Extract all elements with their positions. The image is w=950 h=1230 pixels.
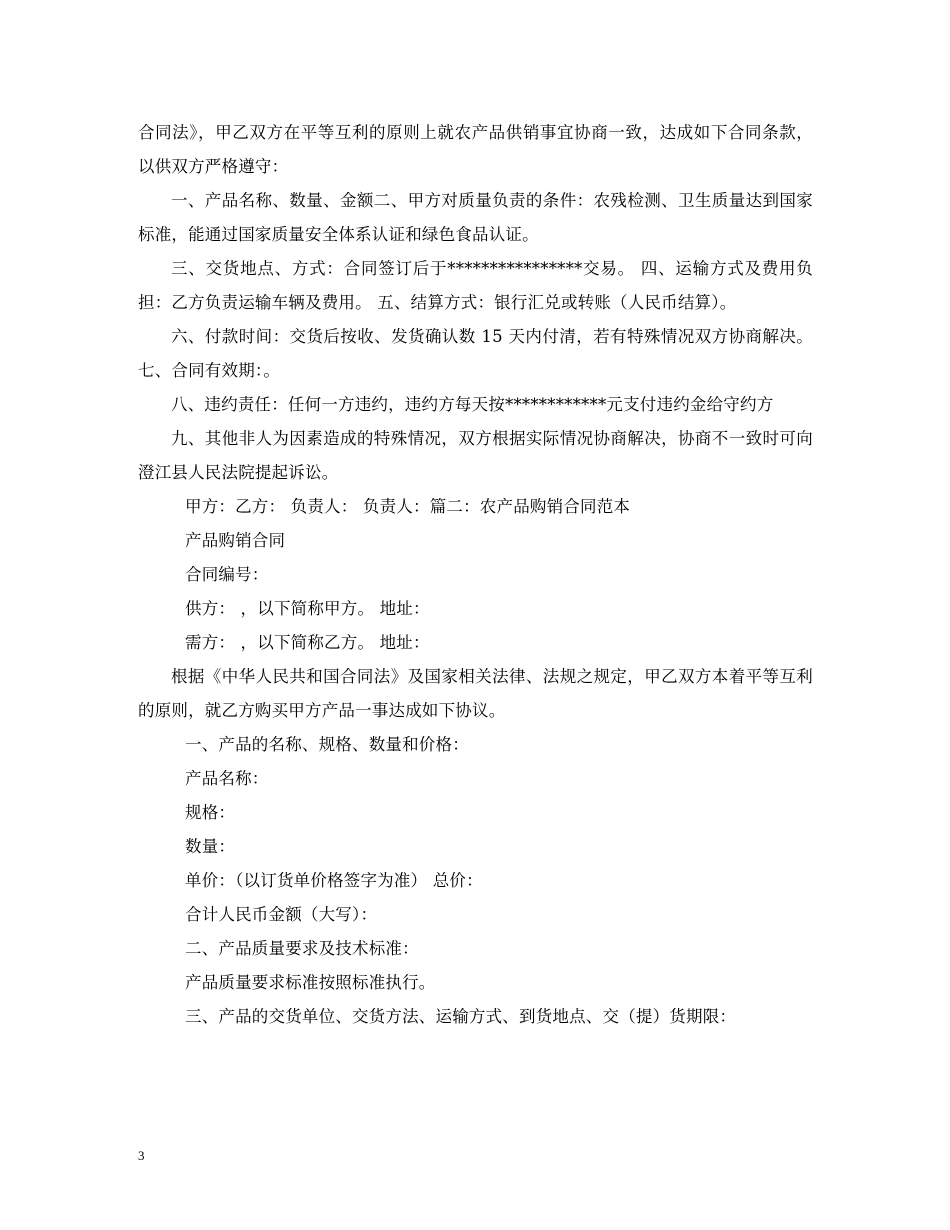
- page-number: 3: [138, 1148, 145, 1163]
- total-amount-line: 合计人民币金额（大写）：: [185, 905, 378, 924]
- supplier-line: 供方： ，以下简称甲方。 地址：: [185, 599, 430, 618]
- spec-line: 规格：: [185, 803, 236, 822]
- quantity-line: 数量：: [185, 837, 236, 856]
- section-quality-heading: 二、产品质量要求及技术标准：: [185, 939, 419, 958]
- product-name-line: 产品名称：: [185, 769, 269, 788]
- paragraph-agreement-basis: 根据《中华人民共和国合同法》及国家相关法律、法规之规定，甲乙双方本着平等互利的原则，就乙方购买甲方产品一事达成如下协议。: [138, 667, 813, 720]
- paragraph-clause-3-5: 三、交货地点、方式：合同签订后于****************交易。 四、运输方式及费用负担：乙方负责运输车辆及费用。 五、结算方式：银行汇兑或转账（人民币结算）。: [138, 259, 813, 312]
- paragraph-clause-6-7: 六、付款时间：交货后按收、发货确认数 15 天内付清，若有特殊情况双方协商解决。 七、合同有效期：。: [138, 327, 813, 380]
- paragraph-intro: 合同法》，甲乙双方在平等互利的原则上就农产品供销事宜协商一致，达成如下合同条款，以供双方严格遵守：: [138, 123, 813, 176]
- contract-number-line: 合同编号：: [185, 565, 269, 584]
- paragraph-clause-8: 八、违约责任：任何一方违约，违约方每天按************元支付违约金给守约方: [171, 395, 774, 414]
- section-delivery-heading: 三、产品的交货单位、交货方法、运输方式、到货地点、交（提）货期限：: [185, 1007, 737, 1026]
- quality-standard-line: 产品质量要求标准按照标准执行。: [185, 973, 436, 992]
- contract-title: 产品购销合同: [185, 531, 286, 550]
- paragraph-clause-1-2: 一、产品名称、数量、金额二、甲方对质量负责的条件：农残检测、卫生质量达到国家标准，能通过国家质量安全体系认证和绿色食品认证。: [138, 191, 813, 244]
- paragraph-clause-9: 九、其他非人为因素造成的特殊情况，双方根据实际情况协商解决，协商不一致时可向澄江县人民法院提起诉讼。: [138, 429, 813, 482]
- buyer-line: 需方： ，以下简称乙方。 地址：: [185, 633, 430, 652]
- signature-line: 甲方：乙方： 负责人： 负责人：篇二：农产品购销合同范本: [185, 497, 631, 516]
- unit-price-line: 单价：（以订货单价格签字为准） 总价：: [185, 871, 483, 890]
- document-body: [138, 116, 813, 1034]
- section-product-heading: 一、产品的名称、规格、数量和价格：: [185, 735, 469, 754]
